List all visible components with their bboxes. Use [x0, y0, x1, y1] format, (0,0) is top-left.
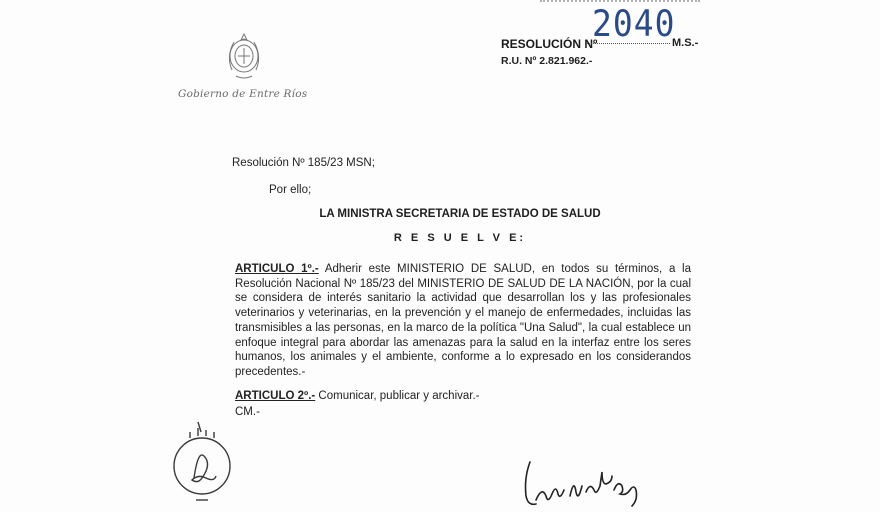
- article-1-text: Adherir este MINISTERIO DE SALUD, en todos su términos, a la Resolución Nacional Nº 185/23 del MINISTERIO DE SALUD DE LA NACIÓN, por la cual se considera de interés sanitario la actividad que desarrollan los y las profesionales veterinarios y veterinarias, en la prevención y el manejo de enfermedades, incluidas las transmisibles a las personas, en la marco de la política "Una Salud", la cual establece un enfoque integral para abordar las amenazas para la salud en la interfaz entre los seres humanos, los animales y el ambiente, conforme a lo expresado en los considerandos precedentes.-: [235, 263, 691, 378]
- article-1-heading: ARTICULO 1º.-: [235, 263, 319, 275]
- provincial-seal-icon: [222, 30, 266, 82]
- resuelve-heading: R E S U E L V E:: [393, 232, 527, 244]
- article-2-text: Comunicar, publicar y archivar.-: [315, 390, 480, 402]
- resolution-suffix: M.S.-: [672, 37, 699, 49]
- article-2: [235, 390, 480, 402]
- por-ello: Por ello;: [269, 184, 312, 196]
- office-stamp-icon: [168, 418, 240, 512]
- initials: CM.-: [235, 406, 260, 418]
- article-1: [235, 262, 691, 380]
- resolution-number: 2040: [592, 2, 676, 45]
- ru-number: R.U. Nº 2.821.962.-: [501, 55, 593, 67]
- reference-resolution: Resolución Nº 185/23 MSN;: [232, 157, 375, 169]
- document-title: LA MINISTRA SECRETARIA DE ESTADO DE SALUD: [319, 208, 601, 220]
- minister-signature: [516, 456, 652, 512]
- resolution-label: RESOLUCIÓN Nº: [501, 37, 598, 51]
- government-name: Gobierno de Entre Ríos: [178, 88, 308, 100]
- article-2-heading: ARTICULO 2º.-: [235, 390, 316, 402]
